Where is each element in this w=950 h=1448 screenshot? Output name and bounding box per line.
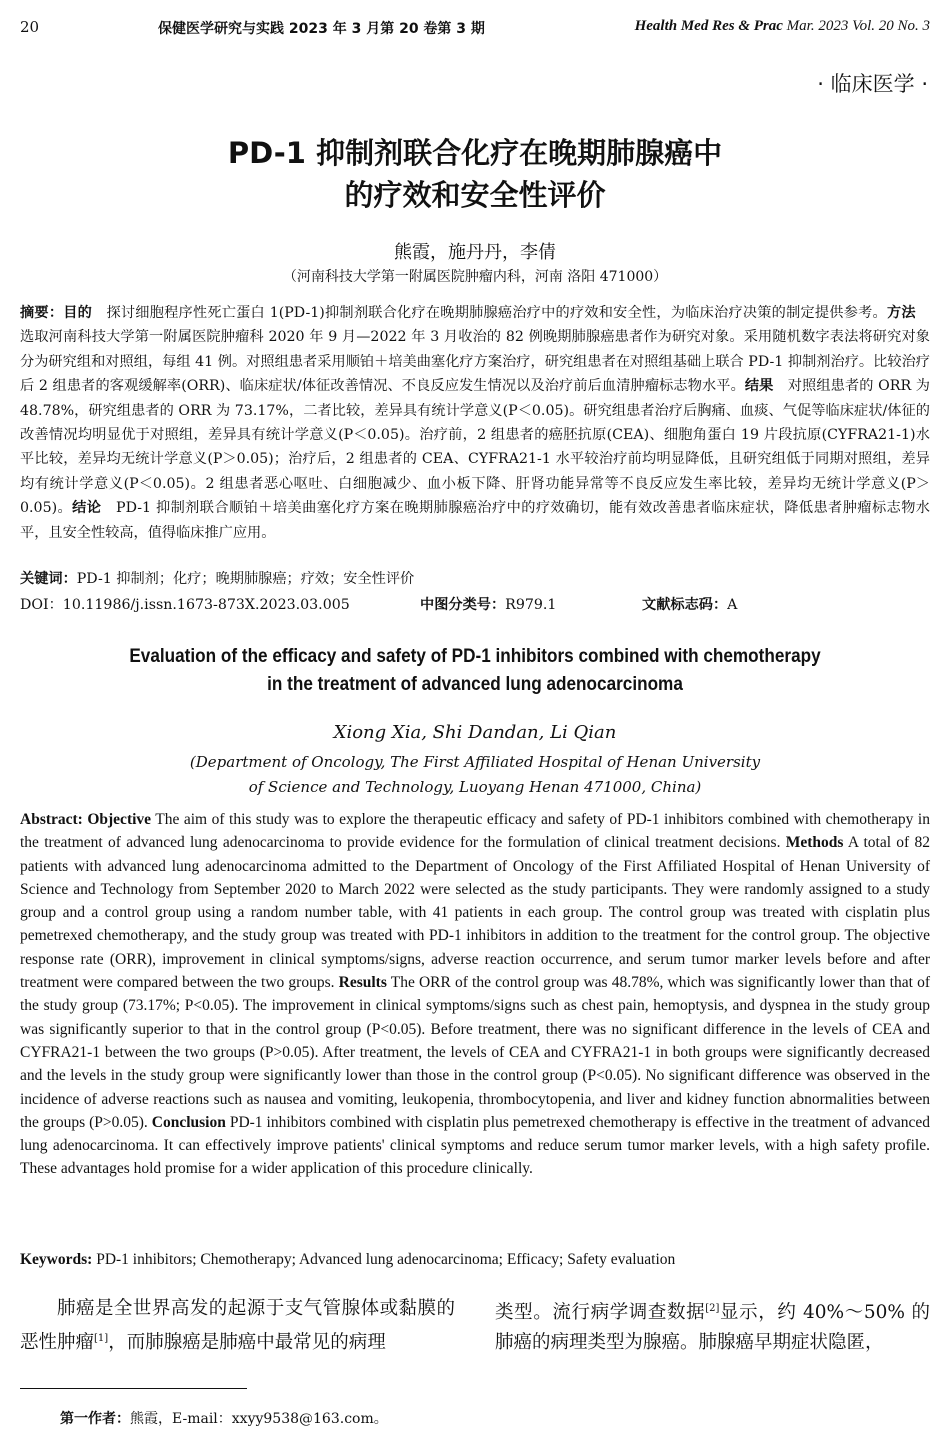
affiliation-cn: （河南科技大学第一附属医院肿瘤内科，河南 洛阳 471000） (282, 269, 668, 285)
journal-header-en (635, 18, 930, 35)
results-label: 结果 (744, 378, 774, 395)
methods-text: 选取河南科技大学第一附属医院肿瘤科 2020 年 9 月—2022 年 3 月收治的 82 例晚期肺腺癌患者作为研究对象。采用随机数字表法将研究对象分为研究组和对照组，每组 41 例。对照组患者采用顺铂＋培美曲塞化疗方案治疗，研究组患者在对照组基础上联合 PD-1 抑制剂治疗。比较治疗后 2 组患者的客观缓解率(ORR)、临床症状/体征改善情况、不良反应发生情况以及治疗前后血清肿瘤标志物水平。 (20, 305, 930, 395)
clc-value: R979.1 (505, 597, 557, 613)
methods-en-label: Methods (785, 834, 844, 852)
body-column-right (495, 1294, 930, 1358)
title-en-line: in the treatment of advanced lung adenocarcinoma (267, 673, 683, 695)
clc-label: 中图分类号： (420, 597, 506, 613)
abstract-cn (20, 301, 930, 545)
doi-line (20, 594, 930, 614)
affiliation-en (0, 750, 950, 800)
body-text: ，而肺腺癌是肺癌中最常见的病理 (108, 1332, 386, 1354)
title-en-line: Evaluation of the efficacy and safety of PD-1 inhibitors combined with chemotherapy (129, 645, 821, 667)
abstract-en (20, 808, 930, 1181)
journal-header-cn: 保健医学研究与实践 2023 年 3 月第 20 卷第 3 期 (158, 21, 485, 37)
journal-name-en: Health Med Res & Prac (634, 18, 783, 34)
objective-text: 探讨细胞程序性死亡蛋白 1(PD-1)抑制剂联合化疗在晚期肺腺癌治疗中的疗效和安全性，为临床治疗决策的制定提供参考。 (92, 305, 887, 321)
methods-en-text: A total of 82 patients with advanced lung adenocarcinoma admitted to the Department of Oncology of the First Affiliated Hospital of Henan University of Science and Technology from September 2020 to March 2022 were selected as the study participants. They were randomly assigned to a study group and a control group using a random number table, with 41 patients in each group. The control group was treated with cisplatin plus pemetrexed chemotherapy, and the study group was treated with PD-1 inhibitors in addition to the treatment for the control group. The objective response rate (ORR), improvement in clinical symptoms/signs, adverse reaction occurrence, and serum tumor marker levels before and after treatment were compared between the two groups. (20, 834, 930, 992)
footnote-divider (20, 1388, 247, 1389)
results-en-label: Results (338, 974, 387, 992)
affiliation-en-line: of Science and Technology, Luoyang Henan 471000, China) (248, 778, 702, 796)
conclusion-en-text: PD-1 inhibitors combined with cisplatin plus pemetrexed chemotherapy is effective in the treatment of advanced lung adenocarcinoma. It can effectively improve patients' clinical symptoms and reduce serum tumor marker levels, with a high safety profile. These advantages hold promise for a wider application of this procedure clinically. (20, 1113, 930, 1178)
doi[interactable]: DOI：10.11986/j.issn.1673-873X.2023.03.005 (20, 597, 350, 613)
keywords-label: 关键词： (20, 571, 77, 587)
keywords-en-value: PD-1 inhibitors; Chemotherapy; Advanced lung adenocarcinoma; Efficacy; Safety evaluation (96, 1251, 676, 1268)
objective-label: 目的 (63, 305, 93, 321)
title-cn-line: 的疗效和安全性评价 (344, 178, 606, 212)
doc-code-label: 文献标志码： (642, 597, 728, 613)
footnote-value: 熊霞，E-mail：xxyy9538@163.com。 (130, 1411, 388, 1427)
keywords-en (20, 1251, 675, 1269)
body-text: 肺癌是全世界高发的起源于支气管腺体或黏膜的恶性肿瘤 (20, 1298, 455, 1354)
authors-en: Xiong Xia, Shi Dandan, Li Qian (333, 722, 617, 743)
objective-en-label: Objective (87, 811, 152, 828)
authors-cn: 熊霞，施丹丹，李倩 (394, 242, 556, 263)
title-cn (0, 132, 950, 216)
footnote-label: 第一作者： (60, 1411, 130, 1427)
footnote (60, 1408, 388, 1428)
body-text: 显示，约 40%～50% 的肺癌的病理类型为腺癌。肺腺癌早期症状隐匿， (495, 1302, 930, 1354)
abstract-label: 摘要： (20, 305, 64, 321)
title-en (57, 642, 893, 698)
conclusion-text: PD-1 抑制剂联合顺铂＋培美曲塞化疗方案在晚期肺腺癌治疗中的疗效确切，能有效改善患者临床症状，降低患者肿瘤标志物水平，且安全性较高，值得临床推广应用。 (20, 500, 930, 541)
citation-link[interactable]: [1] (94, 1333, 109, 1344)
keywords-en-label: Keywords: (20, 1251, 97, 1268)
title-cn-line: PD-1 抑制剂联合化疗在晚期肺腺癌中 (227, 136, 723, 170)
section-label: · 临床医学 · (817, 72, 928, 96)
conclusion-label: 结论 (72, 500, 102, 517)
doc-code-value: A (727, 597, 738, 613)
conclusion-en-label: Conclusion (151, 1113, 226, 1131)
abstract-en-label: Abstract: (20, 811, 88, 828)
body-text: 类型。流行病学调查数据 (495, 1302, 706, 1324)
objective-en-text: The aim of this study was to explore the therapeutic efficacy and safety of PD-1 inhibitors combined with chemotherapy in the treatment of advanced lung adenocarcinoma to provide evidence for the formulation of clinical treatment decisions. (20, 811, 930, 852)
results-text: 对照组患者的 ORR 为 48.78%，研究组患者的 ORR 为 73.17%，二者比较，差异具有统计学意义(P＜0.05)。研究组患者治疗后胸痛、血痰、气促等临床症状/体征的改善情况均明显优于对照组，差异具有统计学意义(P＜0.05)。治疗前，2 组患者的癌胚抗原(CEA)、细胞角蛋白 19 片段抗原(CYFRA21-1)水平比较，差异均无统计学意义(P＞0.05)；治疗后，2 组患者的 CEA、CYFRA21-1 水平较治疗前均明显降低，且研究组低于同期对照组，差异均有统计学意义(P＜0.05)。2 组患者恶心呕吐、白细胞减少、血小板下降、肝肾功能异常等不良反应发生率比较，差异均无统计学意义(P＞0.05)。 (20, 378, 930, 517)
results-en-text: The ORR of the control group was 48.78%, which was significantly lower than that of the study group (73.17%; P<0.05). The improvement in clinical symptoms/signs such as chest pain, hemoptysis, and dyspnea in the study group was significantly superior to that in the control group (P<0.05). Before treatment, there was no significant difference in the levels of CEA and CYFRA21-1 between the two groups (P>0.05). After treatment, the levels of CEA and CYFRA21-1 in both groups were significantly decreased and the levels in the study group were significantly lower than those in the control group (P<0.05). No significant difference was observed in the incidence of adverse reactions such as nausea and vomiting, leukopenia, thrombocytopenia, and liver and kidney function abnormalities between the groups (P>0.05). (20, 974, 930, 1131)
citation-link[interactable]: [2] (705, 1303, 720, 1314)
journal-issue-en: Mar. 2023 Vol. 20 No. 3 (782, 18, 930, 34)
keywords-value: PD-1 抑制剂；化疗；晚期肺腺癌；疗效；安全性评价 (76, 571, 415, 587)
body-column-left (20, 1294, 455, 1358)
page-number: 20 (20, 18, 40, 36)
keywords-cn (20, 568, 414, 588)
affiliation-en-line: (Department of Oncology, The First Affiliated Hospital of Henan University (189, 753, 761, 771)
methods-label: 方法 (886, 305, 916, 321)
